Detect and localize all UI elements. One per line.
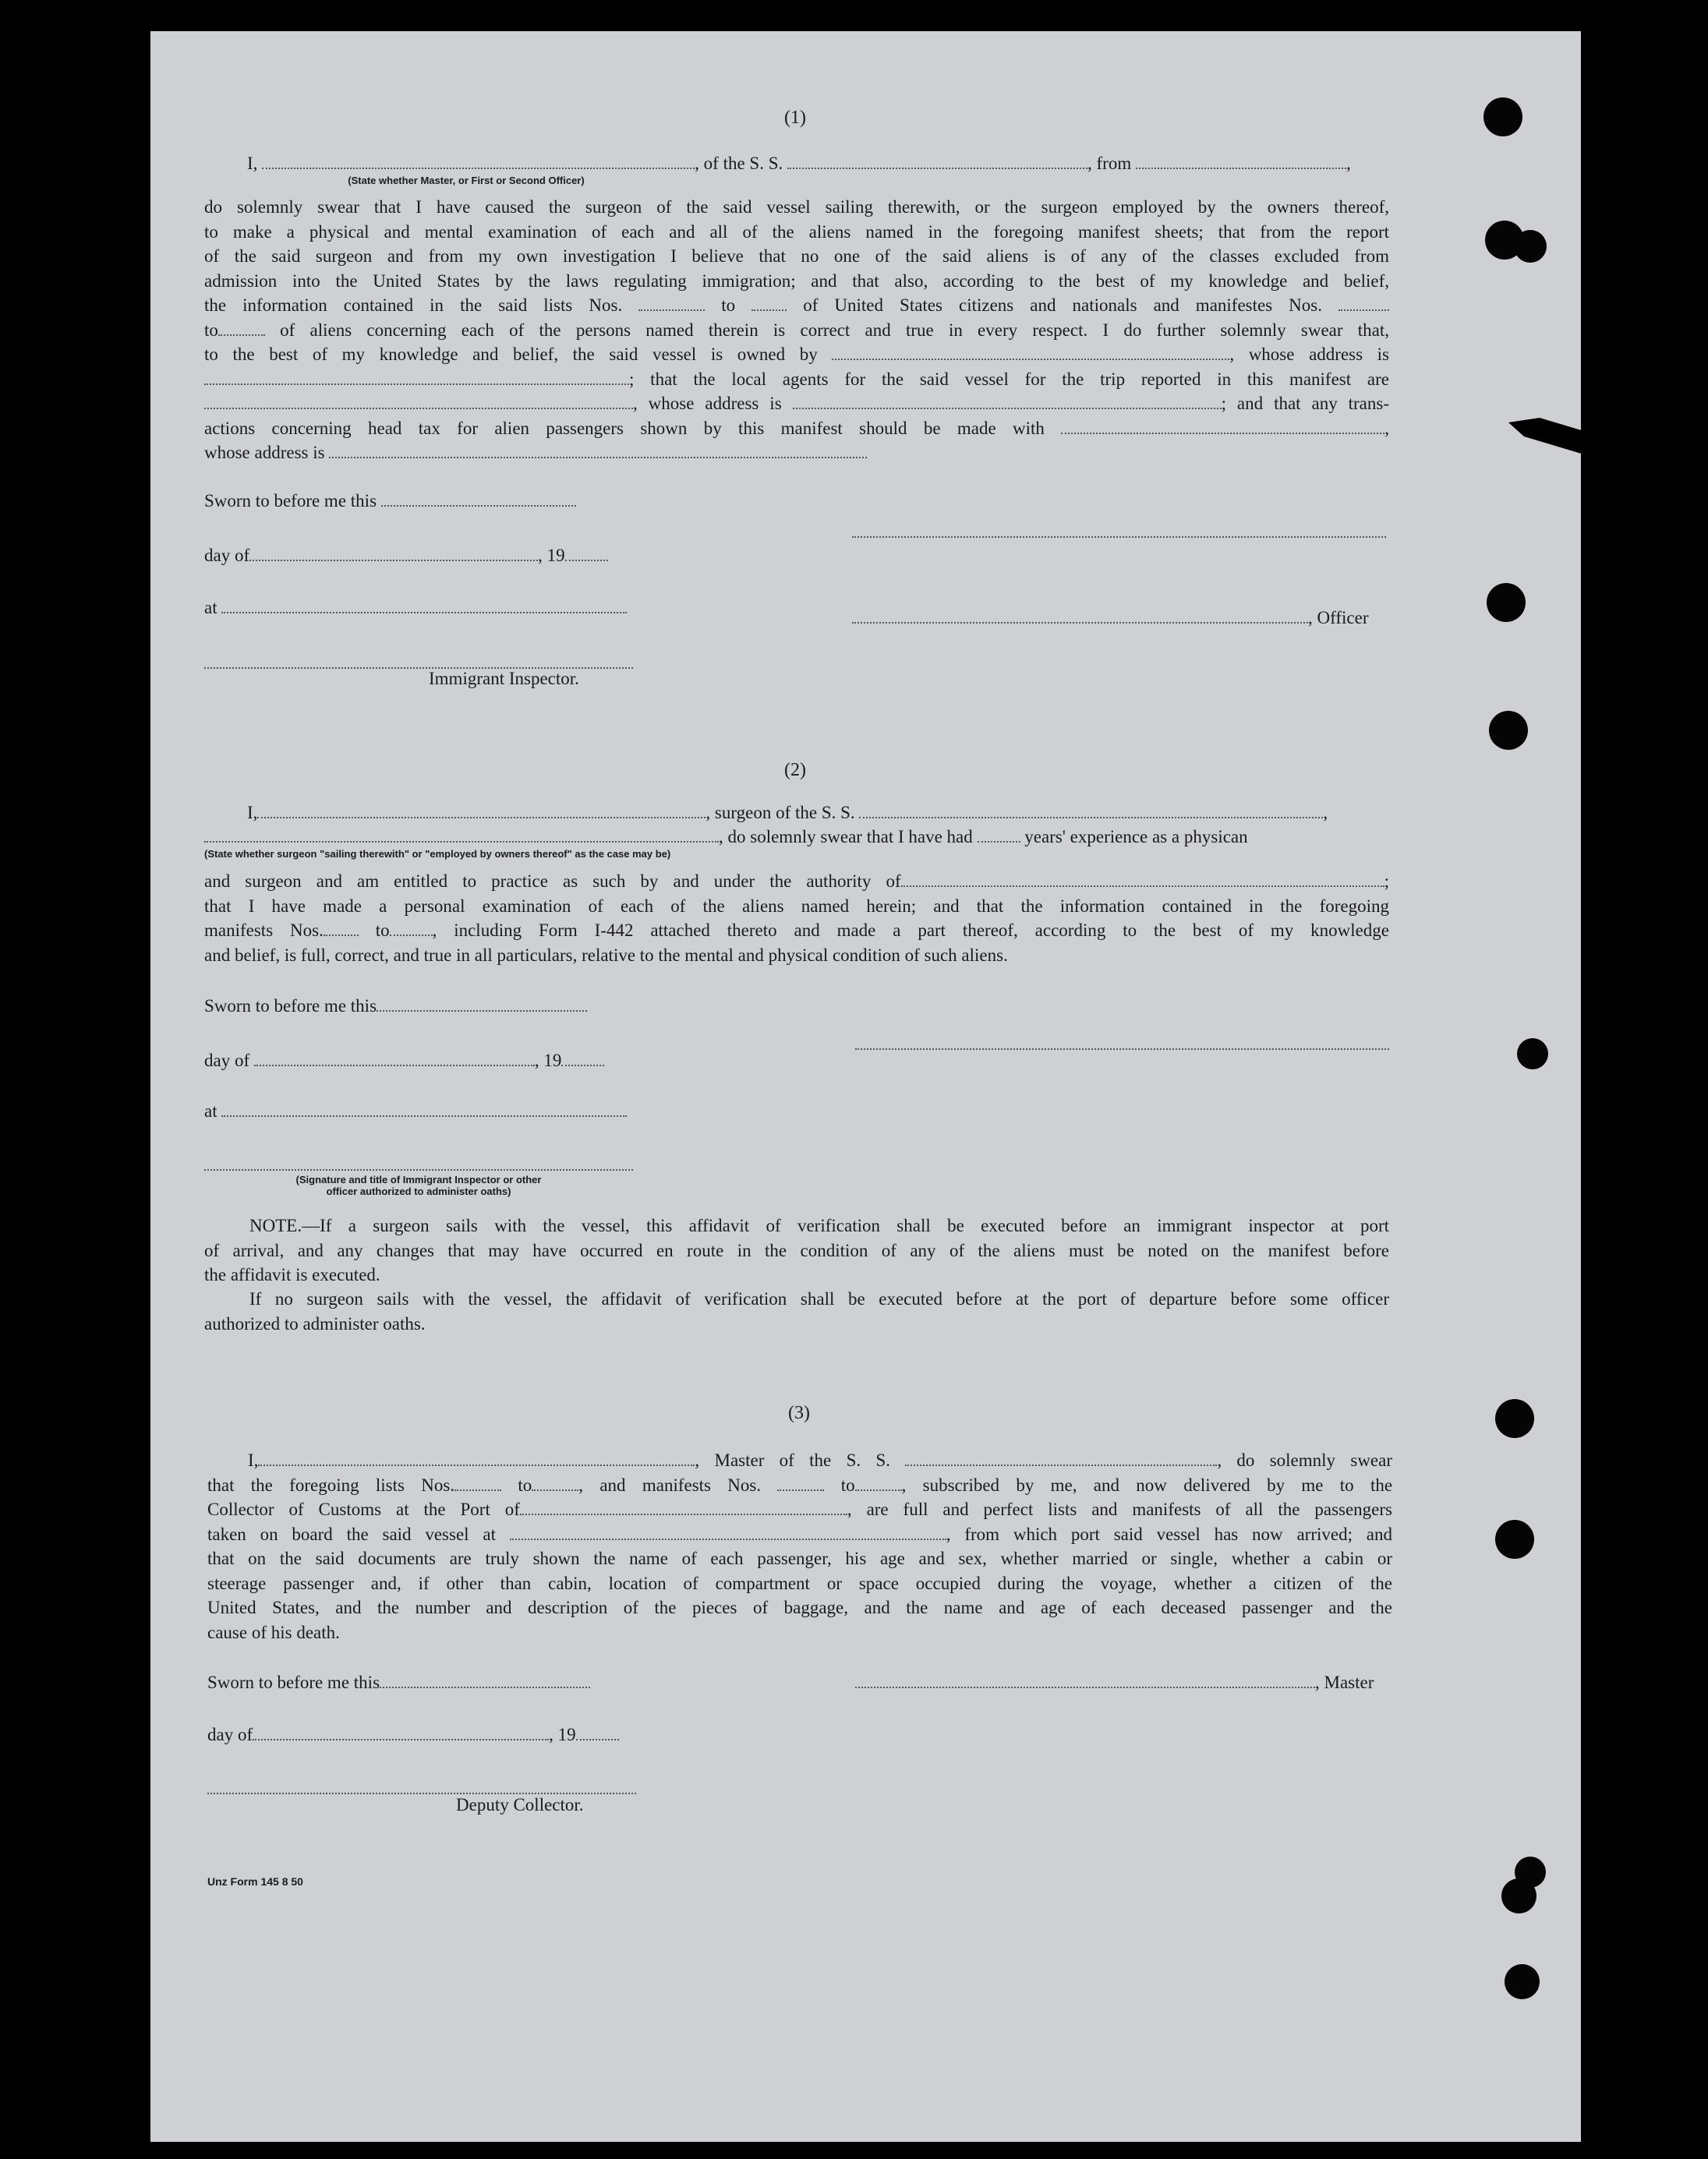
s2-dayof: day of , 19 [204, 1051, 604, 1071]
punch-hole [1495, 1399, 1534, 1438]
officer-hint: (State whether Master, or First or Second Officer) [348, 175, 585, 186]
s2-sworn: Sworn to before me this [204, 996, 587, 1016]
punch-hole [1517, 1038, 1548, 1069]
s1-line1: I, , of the S. S. , from , [247, 154, 1351, 173]
punch-hole [1483, 97, 1522, 136]
punch-hole [1514, 230, 1547, 263]
section-3-number: (3) [788, 1403, 810, 1423]
s2-inspector-line [204, 1169, 633, 1171]
s2-signature-line [855, 1048, 1389, 1050]
form-number: Unz Form 145 8 50 [207, 1875, 303, 1888]
s3-collector-line [207, 1793, 636, 1794]
s1-sworn: Sworn to before me this [204, 491, 576, 511]
signature-hint: (Signature and title of Immigrant Inspector or other officer authorized to administer oaths) [295, 1174, 542, 1197]
s2-line1: I, , surgeon of the S. S. , [247, 803, 1328, 822]
punch-hole [1501, 1878, 1536, 1913]
section-1-number: (1) [784, 108, 806, 128]
punch-hole [1487, 583, 1526, 622]
note-2: If no surgeon sails with the vessel, the affidavit of verification shall be executed before at the port of departure before some officer authorized to administer oaths. [204, 1289, 1389, 1334]
s1-body: do solemnly swear that I have caused the surgeon of the said vessel sailing therewith, or the surgeon employed by the owners thereof, to make a physical and mental examination of each and all of the aliens named in the foregoing manifest sheets; that from the report of the said surgeon and from my own investigation I believe that no one of the said aliens is of any of the classes excluded from admission into the United States by the laws regulating immigration; and that also, according to the best of my knowledge and belief, the information contained in the said lists Nos. to of United States citizens and nationals and manifestes Nos. to of aliens concerning each of the persons named therein is correct and true in every respect. I do further solemnly swear that, to the best of my knowledge and belief, the said vessel is owned by , whose address is ; that the local agents for the said vessel for the trip reported in this manifest are , whose address is ; and that any trans- actions concerning head tax for alien passengers shown by this manifest should be made with , whose address is [204, 197, 1390, 462]
surgeon-hint: (State whether surgeon "sailing therewith" or "employed by owners thereof" as the case may be) [204, 848, 671, 860]
s2-line2: , do solemnly swear that I have had years' experience as a physican [204, 827, 1248, 847]
s3-master: , Master [855, 1673, 1374, 1693]
punch-hole [1505, 1964, 1540, 1999]
punch-hole [1489, 711, 1528, 750]
s1-dayof: day of , 19 [204, 546, 608, 566]
s1-at: at [204, 598, 627, 618]
s1-officer: , Officer [852, 608, 1368, 628]
note-1: NOTE.—If a surgeon sails with the vessel, this affidavit of verification shall be executed before an immigrant inspector at port of arrival, and any changes that may have occurred en route in the condition of any of the aliens must be noted on the manifest before the affidavit is executed. [204, 1216, 1389, 1284]
immigrant-inspector-label: Immigrant Inspector. [429, 669, 579, 688]
s1-signature-line [852, 536, 1386, 538]
section-2-number: (2) [784, 760, 806, 780]
s3-body: I, , Master of the S. S. , do solemnly swear that the foregoing lists Nos. to , and manifests Nos. to , subscribed by me, and now delivered by me to the Collector of Customs at the Port of , are full and perfect lists and manifests of all the passengers taken on board the said vessel at , from which port said vessel has now arrived; and that on the said documents are truly shown the name of each passenger, his age and sex, whether married or single, whether a cabin or steerage passenger and, if other than cabin, location of compartment or space occupied during the voyage, whether a citizen of the United States, and the number and description of the pieces of baggage, and the name and age of each deceased passenger and the cause of his death. [207, 1451, 1393, 1642]
s2-body: and surgeon and am entitled to practice as such by and under the authority of ; that I have made a personal examination of each of the aliens named herein; and that the information contained in the foregoing manifests Nos. to , including Form I-442 attached thereto and made a part thereof, according to the best of my knowledge and belief, is full, correct, and true in all particulars, relative to the mental and physical condition of such aliens. [204, 871, 1390, 965]
s3-sworn: Sworn to before me this [207, 1673, 590, 1693]
punch-hole [1495, 1520, 1534, 1559]
s2-at: at [204, 1101, 627, 1122]
deputy-collector-label: Deputy Collector. [456, 1795, 584, 1814]
s3-dayof: day of , 19 [207, 1725, 619, 1745]
